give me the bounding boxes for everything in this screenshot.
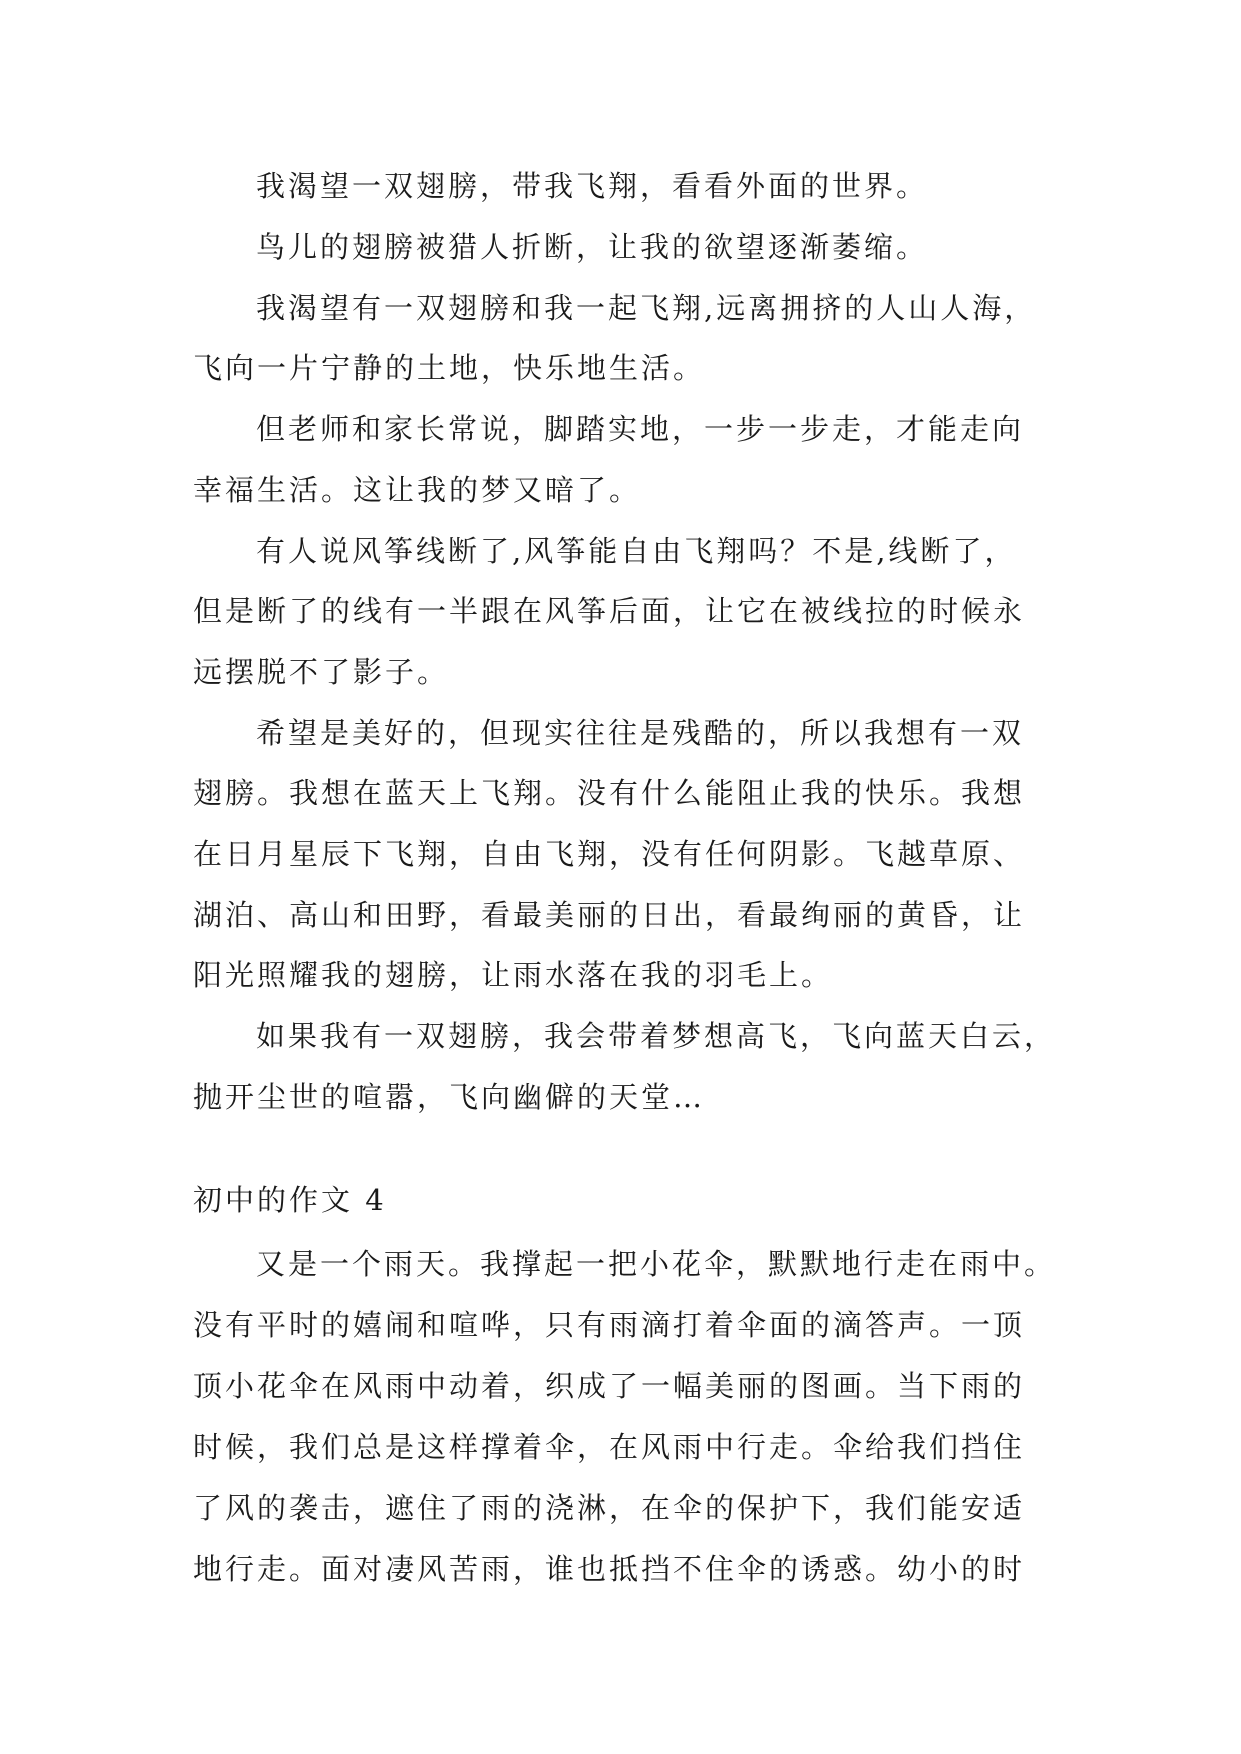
paragraph-line: 飞向一片宁静的土地，快乐地生活。	[193, 351, 706, 385]
paragraph-line: 湖泊、高山和田野，看最美丽的日出，看最绚丽的黄昏，让	[193, 898, 1026, 932]
section-heading: 初中的作文 4	[193, 1183, 387, 1217]
paragraph-line: 时候，我们总是这样撑着伞，在风雨中行走。伞给我们挡住	[193, 1430, 1026, 1464]
paragraph-line: 如果我有一双翅膀，我会带着梦想高飞，飞向蓝天白云，	[256, 1019, 1057, 1053]
paragraph-line: 但是断了的线有一半跟在风筝后面，让它在被线拉的时候永	[193, 594, 1026, 628]
paragraph-line: 又是一个雨天。我撑起一把小花伞，默默地行走在雨中。	[256, 1247, 1057, 1281]
paragraph-line: 有人说风筝线断了,风筝能自由飞翔吗？不是,线断了，	[256, 534, 1017, 568]
paragraph-line: 地行走。面对凄风苦雨，谁也抵挡不住伞的诱惑。幼小的时	[193, 1552, 1026, 1586]
paragraph-line: 抛开尘世的喧嚣，飞向幽僻的天堂…	[193, 1080, 706, 1114]
paragraph-line: 希望是美好的，但现实往往是残酷的，所以我想有一双	[256, 716, 1025, 750]
paragraph-line: 但老师和家长常说，脚踏实地，一步一步走，才能走向	[256, 412, 1025, 446]
paragraph-line: 了风的袭击，遮住了雨的浇淋，在伞的保护下，我们能安适	[193, 1491, 1026, 1525]
paragraph-line: 翅膀。我想在蓝天上飞翔。没有什么能阻止我的快乐。我想	[193, 776, 1026, 810]
paragraph-line: 没有平时的嬉闹和喧哗，只有雨滴打着伞面的滴答声。一顶	[193, 1308, 1026, 1342]
paragraph-line: 我渴望有一双翅膀和我一起飞翔,远离拥挤的人山人海，	[256, 291, 1037, 325]
paragraph-line: 远摆脱不了影子。	[193, 655, 450, 689]
paragraph-line: 幸福生活。这让我的梦又暗了。	[193, 473, 642, 507]
paragraph-line: 阳光照耀我的翅膀，让雨水落在我的羽毛上。	[193, 958, 834, 992]
paragraph-line: 我渴望一双翅膀，带我飞翔，看看外面的世界。	[256, 169, 929, 203]
paragraph-line: 顶小花伞在风雨中动着，织成了一幅美丽的图画。当下雨的	[193, 1369, 1026, 1403]
paragraph-line: 鸟儿的翅膀被猎人折断，让我的欲望逐渐萎缩。	[256, 230, 929, 264]
paragraph-line: 在日月星辰下飞翔，自由飞翔，没有任何阴影。飞越草原、	[193, 837, 1026, 871]
